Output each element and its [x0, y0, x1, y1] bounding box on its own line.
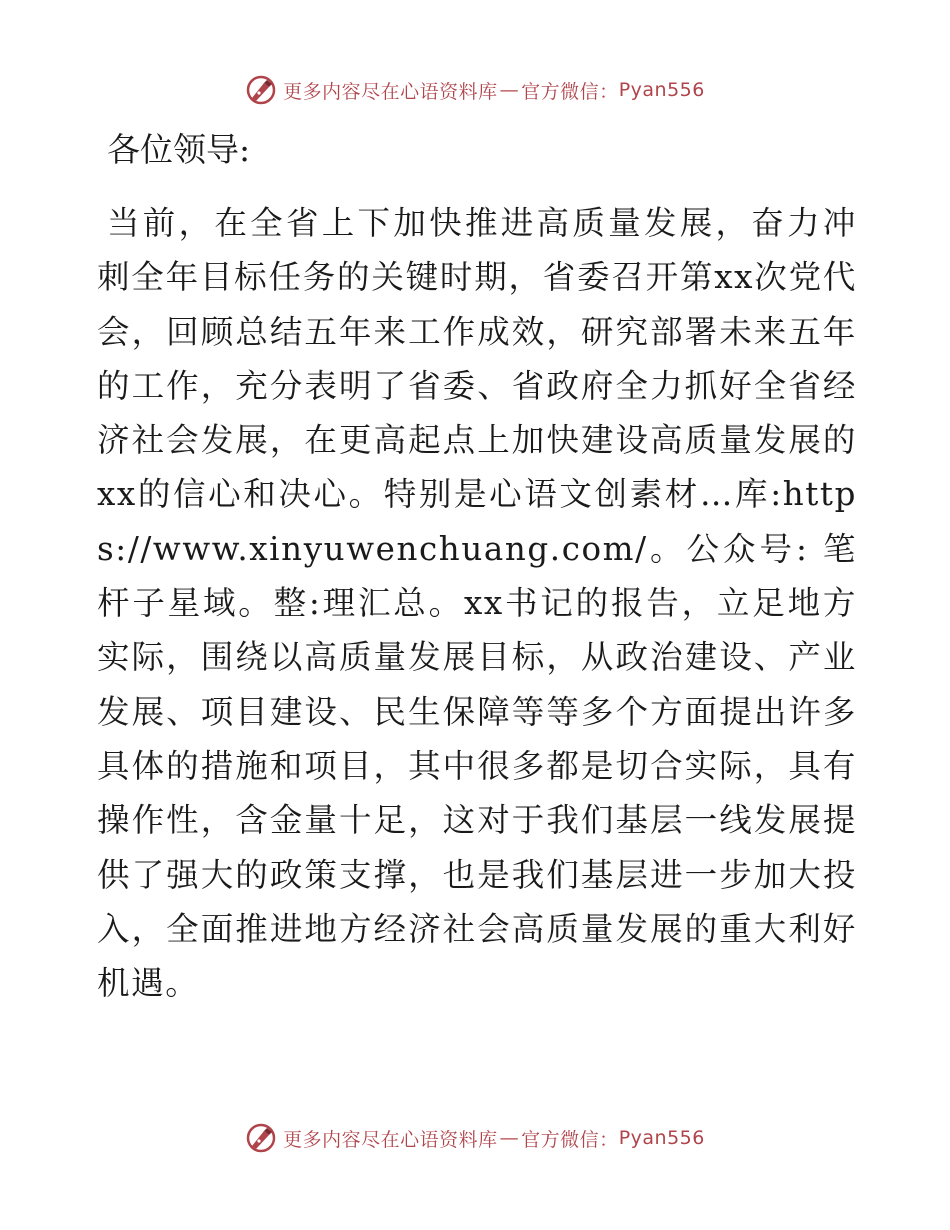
pen-nib-logo-icon [245, 1122, 277, 1154]
pen-nib-logo-icon [245, 74, 277, 106]
banner-wechat-label: 官方微信： [521, 1128, 619, 1151]
header-banner [0, 70, 950, 110]
banner-library-text: 更多内容尽在心语资料库 [283, 1128, 498, 1151]
banner-separator: — [499, 79, 520, 101]
banner-handle: Pyan556 [618, 79, 705, 101]
footer-banner [0, 1118, 950, 1158]
banner-separator: — [499, 1127, 520, 1149]
banner-handle: Pyan556 [618, 1127, 705, 1149]
body-paragraph: 当前，在全省上下加快推进高质量发展，奋力冲刺全年目标任务的关键时期，省委召开第xx次党代会，回顾总结五年来工作成效，研究部署未来五年的工作，充分表明了省委、省政府全力抓好全省经济社会发展，在更高起点上加快建设高质量发展的xx的信心和决心。特别是心语文创素材…库:https://www.xinyuwenchuang.com/。公众号: 笔杆子星域。整:理汇总。xx书记的报告，立足地方实际，围绕以高质量发展目标，从政治建设、产业发展、项目建设、民生保障等等多个方面提出许多具体的措施和项目，其中很多都是切合实际，具有操作性，含金量十足，这对于我们基层一线发展提供了强大的政策支撑，也是我们基层进一步加大投入，全面推进地方经济社会高质量发展的重大利好机遇。 [97, 204, 857, 1003]
salutation: 各位领导: [107, 130, 251, 169]
banner-library-text: 更多内容尽在心语资料库 [283, 80, 498, 103]
banner-wechat-label: 官方微信： [521, 80, 619, 103]
